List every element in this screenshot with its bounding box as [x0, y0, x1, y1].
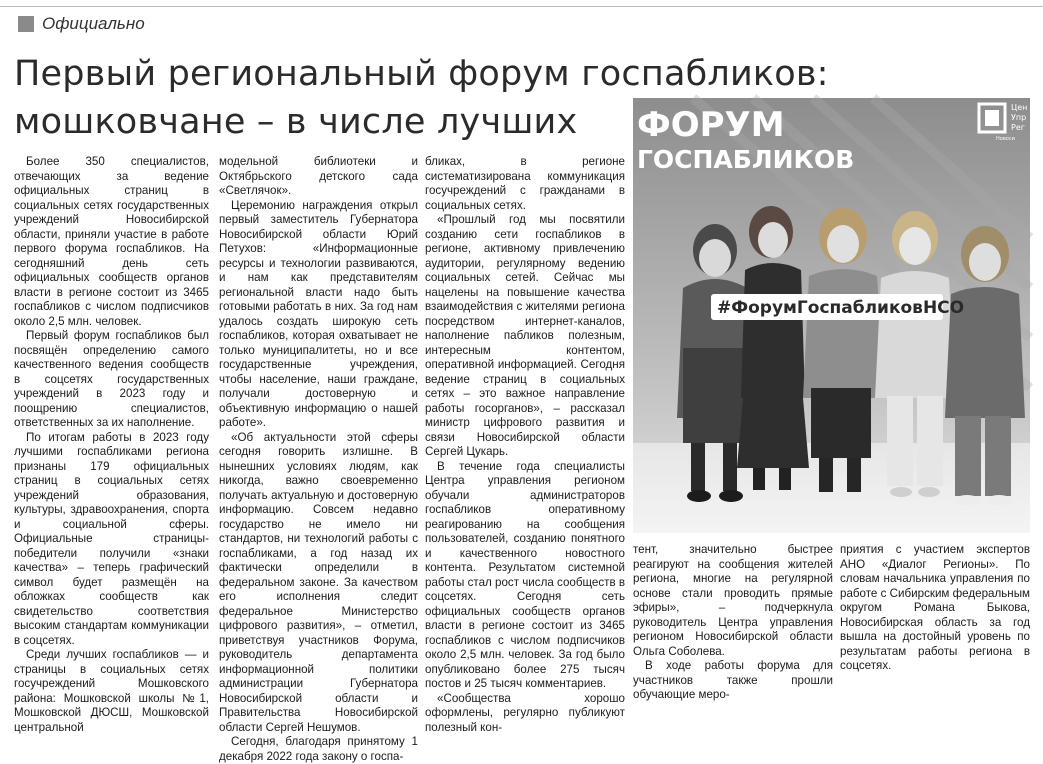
- paragraph: тент, значительно быстрее реагируют на сообщения жителей региона, многие на регулярной основе стали проводить прямые эфиры», – подчеркнула руководитель Центра управления регионом Новосибирской области Ольга Соболева.: [633, 543, 833, 658]
- text-column-1: [14, 155, 209, 735]
- paragraph: По итогам работы в 2023 году лучшими госпабликами региона признаны 179 официальных страниц в социальных сетях учреждений образования, культуры, здравоохранения, спорта и социальной сферы. Официальные страницы-победители получили «знаки качества» – теперь графический символ будет размещён на обложках сообществ как свидетельство соответствия высоким стандартам коммуникации в соцсетях.: [14, 430, 209, 647]
- text-column-4: [633, 543, 833, 703]
- rubric-label: Официально: [42, 14, 145, 33]
- paragraph: бликах, в регионе систематизирована коммуникация госучреждений с гражданами в социальных сетях.: [425, 155, 625, 212]
- logo-text-3: Рег: [1011, 123, 1025, 132]
- hashtag-text: #ФорумГоспабликовНСО: [717, 298, 965, 318]
- paragraph: модельной библиотеки и Октябрьского детского сада «Светлячок».: [219, 155, 418, 197]
- top-rule: [0, 6, 1043, 7]
- headline-line-1: Первый региональный форум госпабликов:: [14, 54, 829, 94]
- paragraph: В течение года специалисты Центра управления регионом обучали администраторов госпабликов оперативному реагированию на сообщения пользователей, созданию понятного и качественного новостного контента. Результатом системной работы стал рост числа сообществ в соцсетях. Сегодня сеть официальных сообществ органов власти в регионе состоит из 3465 госпабликов с числом подписчиков около 2,5 млн. человек. За год было опубликовано более 275 тысяч постов и 25 тысяч комментариев.: [425, 459, 625, 690]
- banner-line-2: ГОСПАБЛИКОВ: [637, 145, 855, 174]
- paragraph: В ходе работы форума для участников также прошли обучающие меро-: [633, 659, 833, 701]
- paragraph: Более 350 специалистов, отвечающих за ведение официальных страниц в социальных сетях государственных учреждений Новосибирской области, приняли участие в работе первого форума госпабликов. На сегодняшний день сеть официальных сообществ органов власти в регионе состоит из 3465 госпабликов с числом подписчиков около 2,5 млн. человек.: [14, 155, 209, 328]
- banner-line-1: ФОРУМ: [637, 105, 785, 145]
- article-photo: [633, 98, 1030, 533]
- text-column-5: [840, 543, 1030, 674]
- logo-text-1: Цен: [1011, 103, 1028, 112]
- forum-photo-illustration: [633, 98, 1030, 533]
- paragraph: «Прошлый год мы посвятили созданию сети госпабликов в регионе, активному привлечению аудитории, регулярному ведению социальных сетей. Сейчас мы нацелены на повышение качества взаимодействия с жителями региона посредством интернет-каналов, наполнение пабликов полезным, интересным контентом, оперативной информацией. Сегодня ведение страниц в социальных сетях – это важное направление работы госорганов», – рассказал министр цифрового развития и связи Новосибирской области Сергей Цукарь.: [425, 213, 625, 458]
- paragraph: Сегодня, благодаря принятому 1 декабря 2022 года закону о госпа-: [219, 735, 418, 763]
- paragraph: Церемонию награждения открыл первый заместитель Губернатора Новосибирской области Юрий Петухов: «Информационные ресурсы и технологии развиваются, и нам как представителям региональной власти надо быть готовыми работать в них. За год нам удалось создать широкую сеть госпабликов, которая охватывает не только муниципалитеты, но и все государственные учреждения, чтобы население, наши граждане, получали достоверную и объективную информацию о нашей работе».: [219, 198, 418, 429]
- logo-text-4: Новоси: [996, 136, 1015, 142]
- paragraph: приятия с участием экспертов АНО «Диалог Регионы». По словам начальника управления по работе с Сибирским федеральным округом Романа Быкова, Новосибирская область за год вышла на достойный уровень по результатам работы региона в соцсетях.: [840, 543, 1030, 672]
- text-column-3: [425, 155, 625, 735]
- headline-line-2: мошковчане – в числе лучших: [14, 102, 578, 142]
- paragraph: Среди лучших госпабликов — и страницы в социальных сетях госучреждений Мошковского района: Мошковской школы №1, Мошковской ДЮСШ, Мошковской центральной: [14, 648, 209, 734]
- paragraph: Первый форум госпабликов был посвящён определению самого качественного ведения сообществ в соцсетях государственных учреждений в 2023 году и поощрению специалистов, ответственных за их наполнение.: [14, 329, 209, 429]
- rubric-marker: [18, 16, 34, 32]
- rubric: [18, 14, 145, 34]
- text-column-2: [219, 155, 418, 764]
- logo-text-2: Упр: [1011, 113, 1027, 122]
- paragraph: «Об актуальности этой сферы сегодня говорить излишне. В нынешних условиях людям, как никогда, важно своевременно получать актуальную и достоверную информацию. Совсем недавно государство не имело ни стандартов, ни технологий работы с госпабликами, а год назад их фактически определили в федеральном законе. За качеством его исполнения следит федеральное Министерство цифрового развития», – отметил, приветствуя участников Форума, руководитель департамента информационной политики администрации Губернатора Новосибирской области и Правительства Новосибирской области Сергей Нешумов.: [219, 430, 418, 734]
- paragraph: «Сообщества хорошо оформлены, регулярно публикуют полезный кон-: [425, 691, 625, 734]
